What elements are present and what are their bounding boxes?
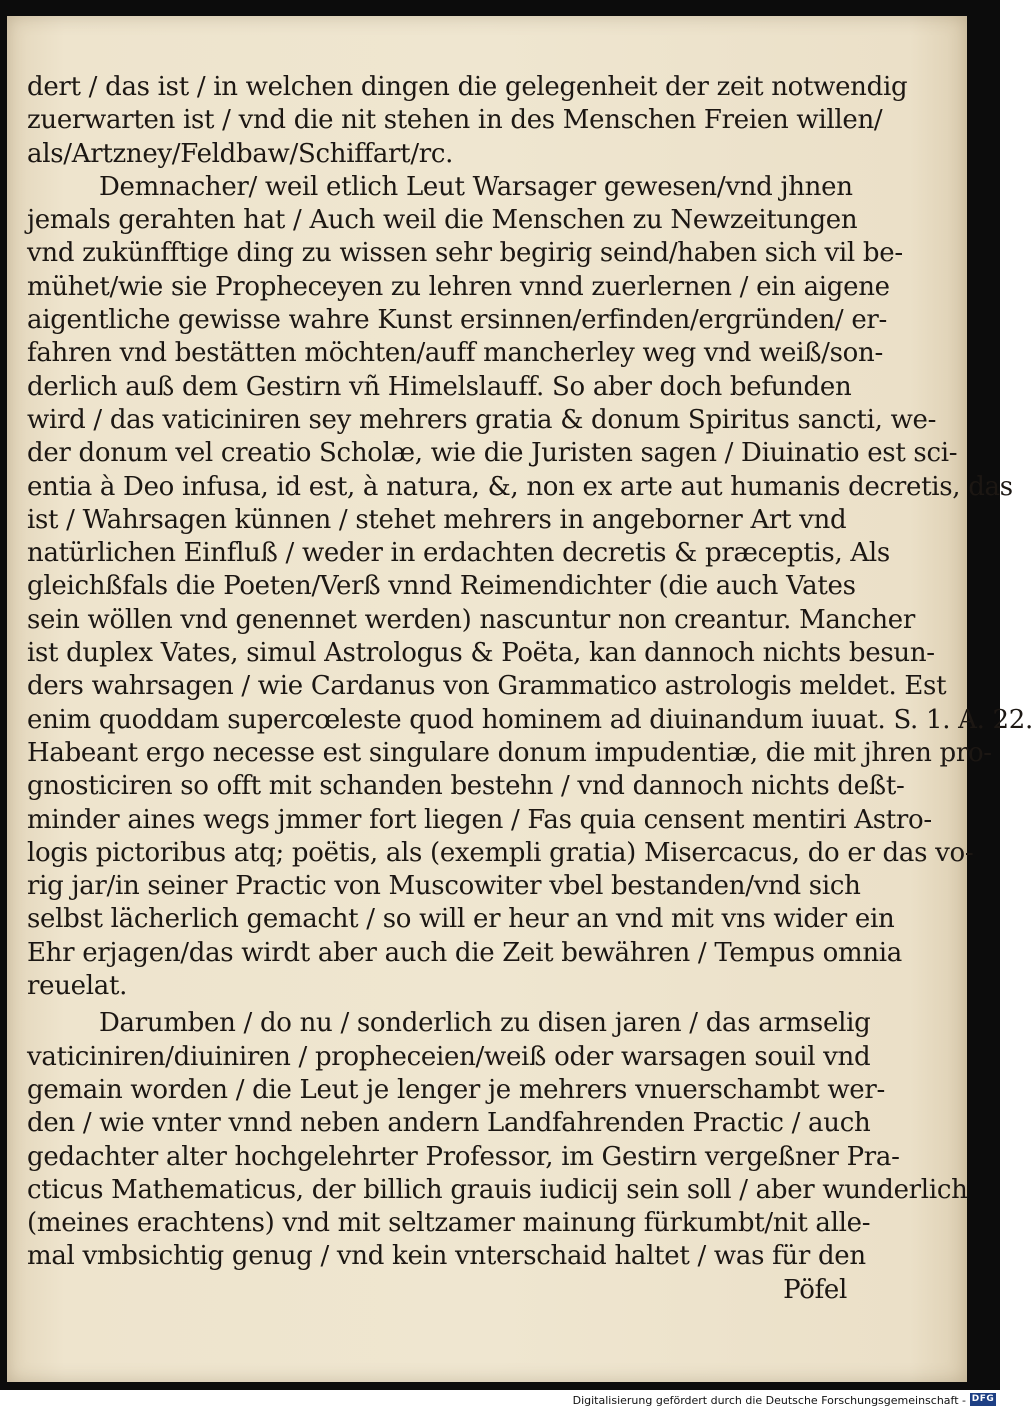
- text-line: den / wie vnter vnnd neben andern Landfahrenden Practic / auch: [27, 1108, 871, 1139]
- text-line: mühet/wie sie Propheceyen zu lehren vnnd zuerlernen / ein aigene: [27, 271, 890, 302]
- text-line: ist duplex Vates, simul Astrologus & Poëta, kan dannoch nichts besun-: [27, 638, 935, 669]
- text-line: selbst lächerlich gemacht / so will er heur an vnd mit vns wider ein: [27, 904, 895, 935]
- text-line: der donum vel creatio Scholæ, wie die Juristen sagen / Diuinatio est sci-: [27, 438, 958, 469]
- text-line: zuerwarten ist / vnd die nit stehen in des Menschen Freien willen/: [27, 105, 883, 136]
- text-line: gedachter alter hochgelehrter Professor, im Gestirn vergeßner Pra-: [27, 1141, 900, 1172]
- text-line: cticus Mathematicus, der billich grauis iudicij sein soll / aber wunderlich: [27, 1174, 968, 1205]
- text-line: vaticiniren/diuiniren / propheceien/weiß oder warsagen souil vnd: [27, 1041, 871, 1072]
- text-line: jemals gerahten hat / Auch weil die Menschen zu Newzeitungen: [27, 205, 858, 236]
- text-line: vnd zukünfftige ding zu wissen sehr begirig seind/haben sich vil be-: [27, 238, 903, 269]
- text-line: fahren vnd bestätten möchten/auff mancherley weg vnd weiß/son-: [27, 338, 883, 369]
- page-text: [27, 71, 1033, 1307]
- text-line: sein wöllen vnd genennet werden) nascuntur non creantur. Mancher: [27, 604, 915, 635]
- text-line: Habeant ergo necesse est singulare donum impudentiæ, die mit jhren pro-: [27, 737, 992, 768]
- digitization-footer: [0, 1390, 1000, 1410]
- text-line: (meines erachtens) vnd mit seltzamer mainung fürkumbt/nit alle-: [27, 1208, 871, 1239]
- funding-credit: Digitalisierung gefördert durch die Deutsche Forschungsgemeinschaft -: [572, 1394, 966, 1407]
- text-line: mal vmbsichtig genug / vnd kein vnterschaid haltet / was für den: [27, 1241, 866, 1272]
- book-page: [7, 16, 1033, 1382]
- dfg-logo-icon: DFG: [971, 1394, 995, 1404]
- text-line: wird / das vaticiniren sey mehrers gratia & donum Spiritus sancti, we-: [27, 404, 937, 435]
- text-line: minder aines wegs jmmer fort liegen / Fas quia censent mentiri Astro-: [27, 804, 932, 835]
- text-line: ist / Wahrsagen künnen / stehet mehrers in angeborner Art vnd: [27, 504, 847, 535]
- text-line: aigentliche gewisse wahre Kunst ersinnen/erfinden/ergründen/ er-: [27, 305, 888, 336]
- text-line: natürlichen Einfluß / weder in erdachten decretis & præceptis, Als: [27, 538, 890, 569]
- paragraph-start-line: Darumben / do nu / sonderlich zu disen jaren / das armselig: [99, 1008, 871, 1039]
- text-line: dert / das ist / in welchen dingen die gelegenheit der zeit notwendig: [27, 72, 908, 102]
- text-line: Ehr erjagen/das wirdt aber auch die Zeit bewähren / Tempus omnia: [27, 937, 902, 968]
- text-line: rig jar/in seiner Practic von Muscowiter vbel bestanden/vnd sich: [27, 871, 861, 902]
- text-line: logis pictoribus atq; poëtis, als (exempli gratia) Misercacus, do er das vo-: [27, 837, 974, 868]
- text-line: reuelat.: [27, 971, 128, 1002]
- text-line: derlich auß dem Gestirn vñ Himelslauff. So aber doch befunden: [27, 371, 852, 402]
- text-line: als/Artzney/Feldbaw/Schiffart/rc.: [27, 138, 454, 169]
- catchword: Pöfel: [783, 1274, 847, 1305]
- paragraph-start-line: Demnacher/ weil etlich Leut Warsager gewesen/vnd jhnen: [99, 171, 853, 202]
- text-line: entia à Deo infusa, id est, à natura, &, non ex arte aut humanis decretis, das: [27, 471, 1013, 502]
- text-line: gnosticiren so offt mit schanden bestehn / vnd dannoch nichts deßt-: [27, 771, 905, 802]
- text-line: ders wahrsagen / wie Cardanus von Grammatico astrologis meldet. Est: [27, 671, 947, 702]
- text-line: gemain worden / die Leut je lenger je mehrers vnuerschambt wer-: [27, 1074, 885, 1105]
- text-line: gleichßfals die Poeten/Verß vnnd Reimendichter (die auch Vates: [27, 571, 856, 602]
- text-line: enim quoddam supercœleste quod hominem ad diuinandum iuuat. S. 1. A. 22.: [27, 704, 1033, 735]
